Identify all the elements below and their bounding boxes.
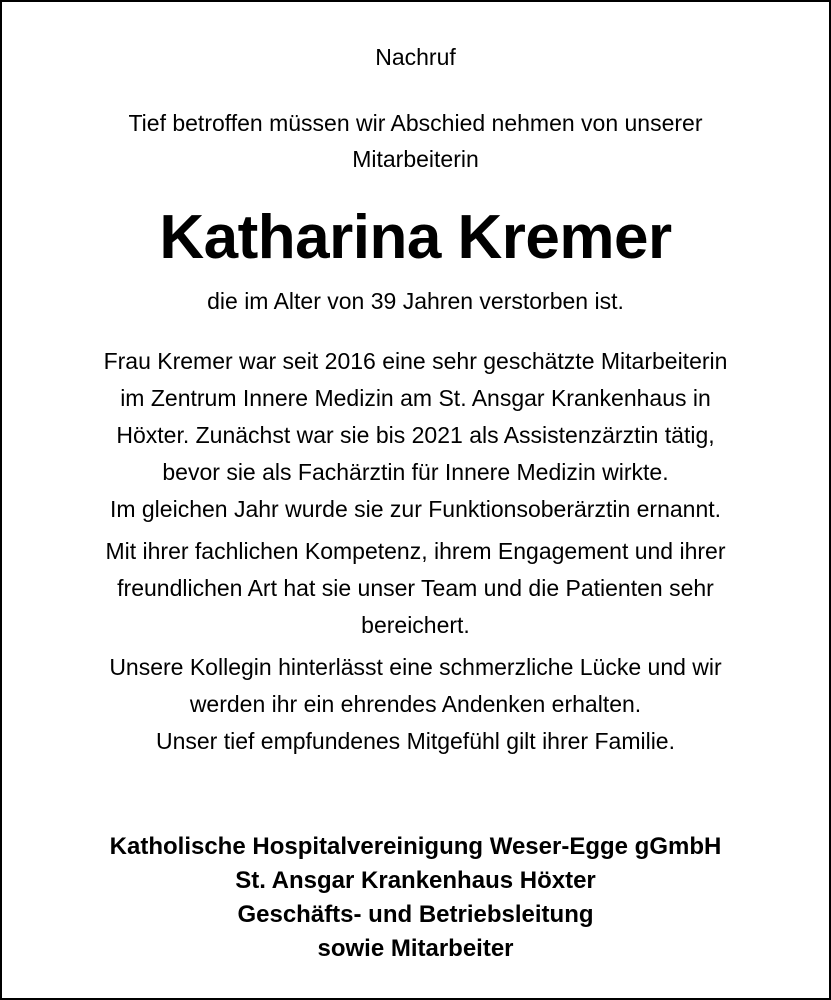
body-line: Mit ihrer fachlichen Kompetenz, ihrem Engagement und ihrer — [105, 538, 726, 564]
age-line: die im Alter von 39 Jahren verstorben ist. — [207, 288, 624, 314]
body-line: Frau Kremer war seit 2016 eine sehr geschätzte Mitarbeiterin — [103, 348, 728, 374]
body-line: freundlichen Art hat sie unser Team und die Patienten sehr — [117, 575, 714, 601]
signature-line: sowie Mitarbeiter — [317, 935, 514, 962]
notice-heading: Nachruf — [375, 44, 456, 70]
body-line: Höxter. Zunächst war sie bis 2021 als Assistenzärztin tätig, — [116, 422, 715, 448]
body-line: im Zentrum Innere Medizin am St. Ansgar Krankenhaus in — [120, 385, 711, 411]
deceased-name: Katharina Kremer — [159, 203, 672, 272]
signature-line: Geschäfts- und Betriebsleitung — [237, 901, 594, 928]
signature-line: St. Ansgar Krankenhaus Höxter — [235, 867, 596, 894]
body-line: bereichert. — [361, 612, 470, 638]
body-line: bevor sie als Fachärztin für Innere Medizin wirkte. — [162, 459, 669, 485]
intro-line: Tief betroffen müssen wir Abschied nehmen von unserer — [128, 110, 703, 136]
body-line: Unsere Kollegin hinterlässt eine schmerzliche Lücke und wir — [109, 654, 722, 680]
intro-line: Mitarbeiterin — [352, 146, 479, 172]
signature-line: Katholische Hospitalvereinigung Weser-Egge gGmbH — [109, 833, 722, 860]
body-line: werden ihr ein ehrendes Andenken erhalten. — [189, 691, 642, 717]
body-line: Unser tief empfundenes Mitgefühl gilt ihrer Familie. — [155, 728, 675, 754]
body-line: Im gleichen Jahr wurde sie zur Funktionsoberärztin ernannt. — [109, 496, 722, 522]
